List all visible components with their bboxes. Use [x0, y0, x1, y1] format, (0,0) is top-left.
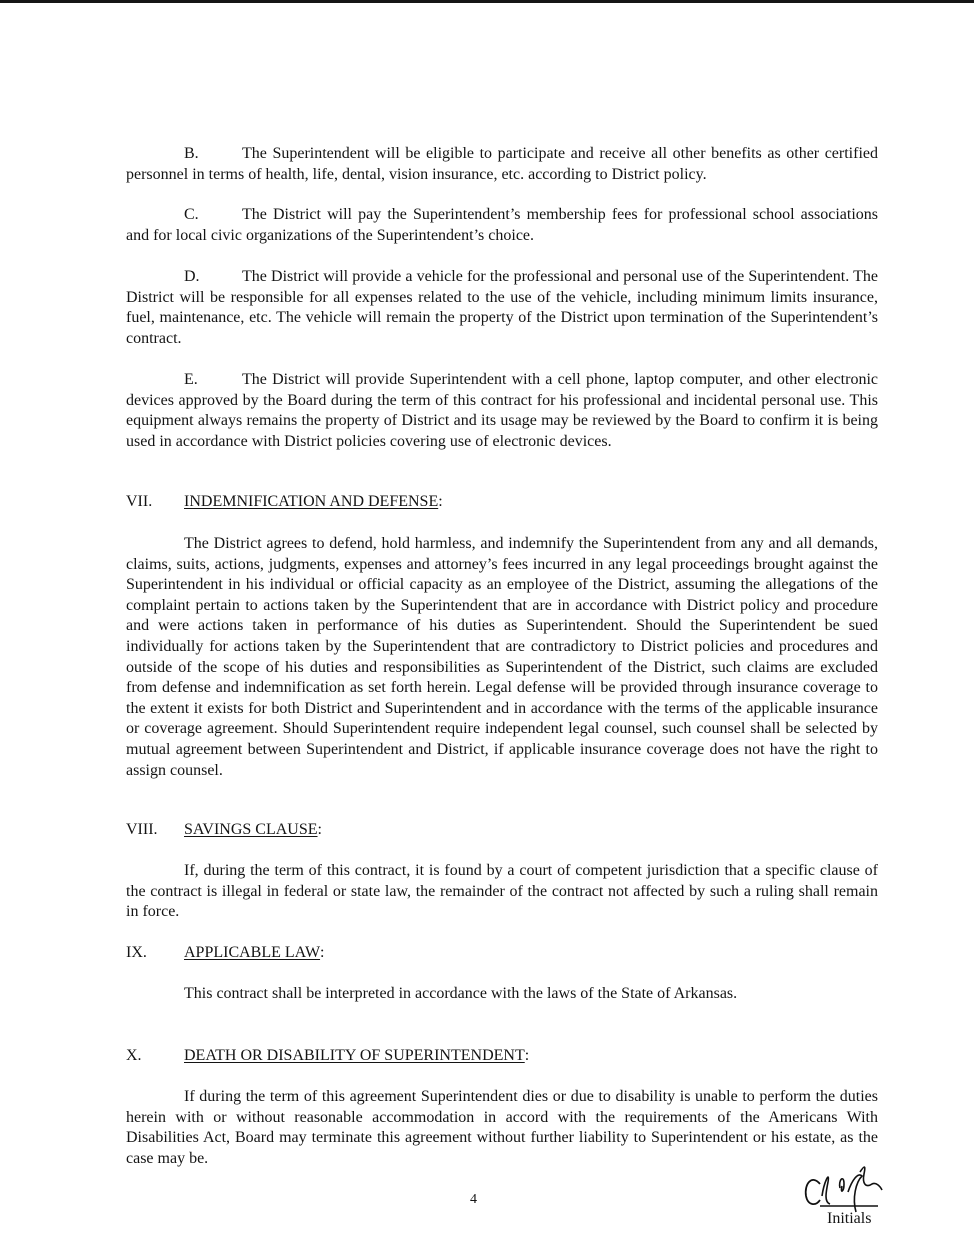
paragraph-text: The District will provide a vehicle for the professional and personal use of the Superintendent. The District will be responsible for all expenses related to the use of the vehicle, including minimum limits insurance, fuel, maintenance, etc. The vehicle will remain the property of the District upon termination of the Superintendent’s contract.: [126, 268, 878, 347]
paragraph-letter: C.: [184, 206, 199, 223]
section-number: IX.: [126, 944, 147, 961]
section-colon: :: [438, 493, 443, 510]
section-title: APPLICABLE LAW: [184, 944, 321, 961]
section-heading-savings-clause: [126, 820, 878, 840]
section-body-text: This contract shall be interpreted in accordance with the laws of the State of Arkansas.: [184, 985, 738, 1002]
section-body-savings-clause: [126, 861, 878, 923]
section-heading-indemnification: [126, 492, 878, 512]
section-heading-death-or-disability: [126, 1046, 878, 1066]
top-edge-bar: [0, 0, 974, 3]
paragraph-letter: B.: [184, 145, 199, 162]
section-number: VII.: [126, 493, 153, 510]
section-body-text: If during the term of this agreement Superintendent dies or due to disability is unable to perform the duties herein with or without reasonable accommodation in accord with the requirements of the Americans With Disabilities Act, Board may terminate this agreement without further liability to Superintendent or his estate, as the case may be.: [126, 1088, 878, 1167]
initials-block: [800, 1162, 890, 1234]
paragraph-text: The District will pay the Superintendent’s membership fees for professional school associations and for local civic organizations of the Superintendent’s choice.: [126, 206, 878, 244]
section-number: X.: [126, 1047, 142, 1064]
section-heading-applicable-law: [126, 943, 878, 963]
section-title: INDEMNIFICATION AND DEFENSE: [184, 493, 439, 510]
paragraph-c: [126, 205, 878, 246]
section-colon: :: [524, 1047, 530, 1064]
section-body-indemnification: [126, 534, 878, 781]
page-number: 4: [470, 1192, 477, 1207]
paragraph-letter: D.: [184, 268, 200, 285]
section-body-text: If, during the term of this contract, it is found by a court of competent jurisdiction that a specific clause of the contract is illegal in federal or state law, the remainder of the contract not affected by such a ruling shall remain in force.: [126, 862, 878, 921]
section-body-text: The District agrees to defend, hold harmless, and indemnify the Superintendent from any and all demands, claims, suits, actions, judgments, expenses and attorney’s fees incurred in any legal proceedings brought against the Superintendent in his individual or official capacity as an employee of the District, assuming the allegations of the complaint pertain to actions taken by the Superintendent that are in accordance with District policy and procedure and were actions taken in performance of his duties as Superintendent. Should the Superintendent be sued individually for actions taken by the Superintendent that are contradictory to District policies and procedures and outside of the scope of his duties and responsibilities as Superintendent of the District, such claims are excluded from defense and indemnification as set forth herein. Legal defense will be provided through insurance coverage to the extent it exists for both District and Superintendent and in accordance with the terms of the applicable insurance or coverage agreement. Should Superintendent require independent legal counsel, such counsel shall be selected by mutual agreement between Superintendent and District, if applicable insurance coverage does not have the right to assign counsel.: [126, 535, 878, 779]
paragraph-text: The District will provide Superintendent with a cell phone, laptop computer, and other electronic devices approved by the Board during the term of this contract for his professional and incidental personal use. This equipment always remains the property of District and its usage may be reviewed by the Board to confirm it is being used in accordance with District policies covering use of electronic devices.: [126, 371, 878, 450]
initials-label: Initials: [827, 1210, 872, 1227]
section-body-death-or-disability: [126, 1087, 878, 1169]
section-colon: :: [317, 821, 322, 838]
paragraph-text: The Superintendent will be eligible to participate and receive all other benefits as other certified personnel in terms of health, life, dental, vision insurance, etc. according to District policy.: [126, 145, 878, 183]
paragraph-b: [126, 144, 878, 185]
paragraph-e: [126, 370, 878, 452]
paragraph-letter: E.: [184, 371, 198, 388]
section-colon: :: [320, 944, 325, 961]
section-title: SAVINGS CLAUSE: [184, 821, 318, 838]
paragraph-d: [126, 267, 878, 349]
section-body-applicable-law: [126, 984, 878, 1005]
section-title: DEATH OR DISABILITY OF SUPERINTENDENT: [184, 1047, 525, 1064]
section-number: VIII.: [126, 821, 158, 838]
